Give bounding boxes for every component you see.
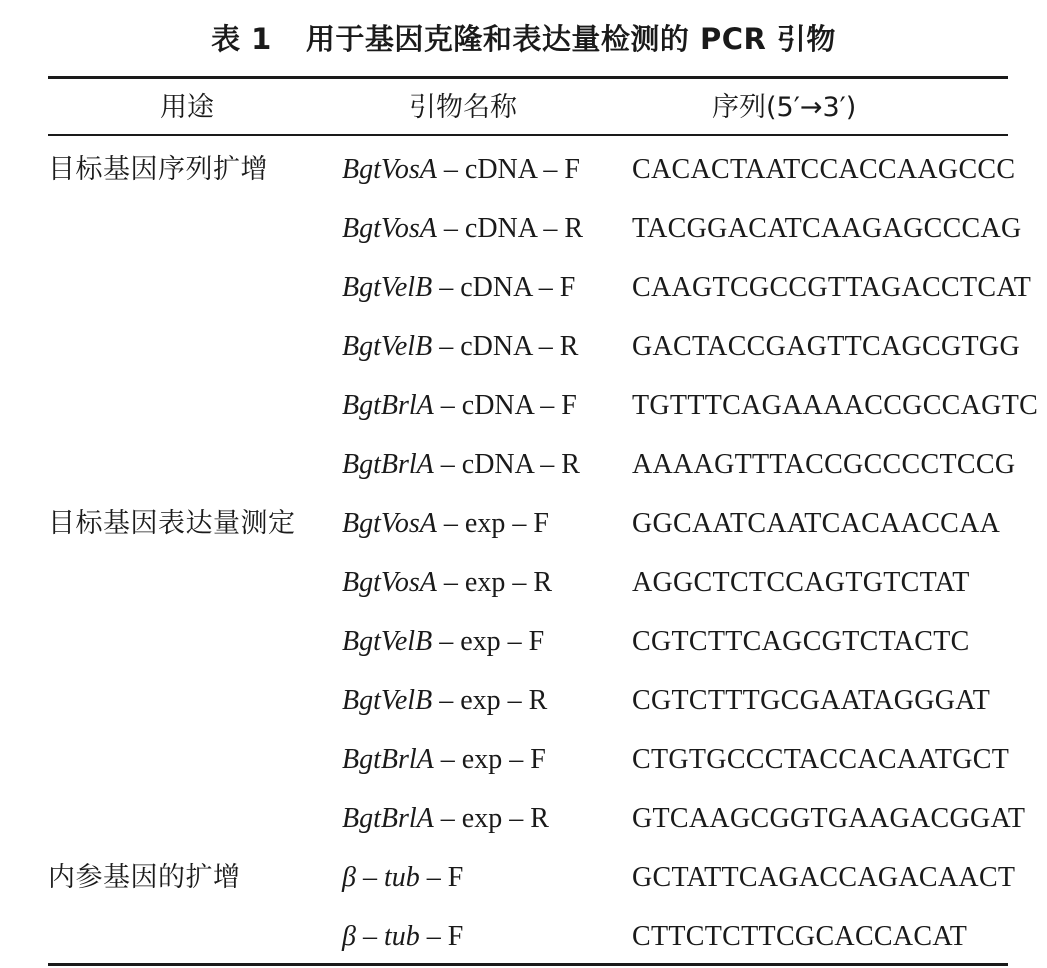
table-row xyxy=(0,730,1047,789)
primer-name-cell xyxy=(342,258,575,317)
table-label: 表 1 xyxy=(211,22,272,56)
table-row xyxy=(0,376,1047,435)
primer-name-cell xyxy=(342,612,544,671)
use-cell: 内参基因的扩增 xyxy=(48,862,241,893)
gene-name: BgtBrlA xyxy=(342,803,434,834)
table-row xyxy=(0,494,1047,553)
gene-name: BgtBrlA xyxy=(342,390,434,421)
header-use: 用途 xyxy=(160,92,214,123)
primer-name-cell xyxy=(342,789,549,848)
table-row xyxy=(0,199,1047,258)
gene-name: BgtVosA xyxy=(342,567,437,598)
primer-suffix: – exp – F xyxy=(432,626,545,657)
sequence-cell: TACGGACATCAAGAGCCCAG xyxy=(632,213,1022,244)
gene-name: BgtVosA xyxy=(342,154,437,185)
gene-name: BgtVelB xyxy=(342,272,433,303)
header-rule xyxy=(48,134,1008,136)
primer-name-cell xyxy=(342,376,577,435)
primer-suffix: – cDNA – R xyxy=(433,449,580,480)
gene-name: BgtVosA xyxy=(342,508,437,539)
header-sequence: 序列(5′→3′) xyxy=(712,92,857,123)
sequence-cell: GCTATTCAGACCAGACAACT xyxy=(632,862,1016,893)
primer-suffix: – cDNA – F xyxy=(432,272,576,303)
table-row xyxy=(0,553,1047,612)
use-cell: 目标基因序列扩增 xyxy=(48,154,268,185)
primer-name-cell xyxy=(342,553,552,612)
sequence-cell: CTGTGCCCTACCACAATGCT xyxy=(632,744,1010,775)
primer-suffix: – cDNA – F xyxy=(433,390,577,421)
primer-suffix: – cDNA – R xyxy=(432,331,579,362)
primer-suffix: – cDNA – F xyxy=(436,154,581,185)
table-row xyxy=(0,907,1047,966)
bottom-rule xyxy=(48,963,1008,966)
primer-name-cell xyxy=(342,671,547,730)
gene-name: β – tub xyxy=(342,862,420,893)
table-row xyxy=(0,671,1047,730)
gene-name: BgtVelB xyxy=(342,331,433,362)
table-row xyxy=(0,140,1047,199)
primer-suffix: – exp – F xyxy=(433,744,546,775)
primer-name-cell xyxy=(342,317,578,376)
gene-name: BgtBrlA xyxy=(342,449,434,480)
table-row xyxy=(0,789,1047,848)
sequence-cell: CTTCTCTTCGCACCACAT xyxy=(632,921,968,952)
gene-name: BgtVosA xyxy=(342,213,437,244)
header-primer-name: 引物名称 xyxy=(409,92,517,123)
primer-name-cell xyxy=(342,199,583,258)
table-row xyxy=(0,435,1047,494)
primer-suffix: – exp – F xyxy=(436,508,549,539)
primer-suffix: – F xyxy=(419,921,464,952)
sequence-cell: AAAAGTTTACCGCCCCTCCG xyxy=(632,449,1016,480)
table-row xyxy=(0,317,1047,376)
sequence-cell: GACTACCGAGTTCAGCGTGG xyxy=(632,331,1020,362)
gene-name: BgtVelB xyxy=(342,685,433,716)
top-rule xyxy=(48,76,1008,79)
primer-name-cell xyxy=(342,435,580,494)
primer-name-cell xyxy=(342,848,463,907)
table-body xyxy=(0,140,1047,966)
primer-name-cell xyxy=(342,730,546,789)
sequence-cell: CGTCTTTGCGAATAGGGAT xyxy=(632,685,991,716)
gene-name: β – tub xyxy=(342,921,420,952)
primer-name-cell xyxy=(342,494,549,553)
table-row xyxy=(0,258,1047,317)
sequence-cell: GTCAAGCGGTGAAGACGGAT xyxy=(632,803,1026,834)
table-caption xyxy=(0,14,1047,64)
primer-suffix: – exp – R xyxy=(436,567,552,598)
table-row xyxy=(0,612,1047,671)
sequence-cell: CACACTAATCCACCAAGCCC xyxy=(632,154,1016,185)
primer-suffix: – cDNA – R xyxy=(436,213,584,244)
sequence-cell: GGCAATCAATCACAACCAA xyxy=(632,508,1001,539)
table-row xyxy=(0,848,1047,907)
primer-suffix: – exp – R xyxy=(432,685,548,716)
sequence-cell: TGTTTCAGAAAACCGCCAGTC xyxy=(632,390,1039,421)
sequence-cell: AGGCTCTCCAGTGTCTAT xyxy=(632,567,970,598)
primer-suffix: – F xyxy=(419,862,464,893)
primer-suffix: – exp – R xyxy=(433,803,549,834)
gene-name: BgtVelB xyxy=(342,626,433,657)
use-cell: 目标基因表达量测定 xyxy=(48,508,296,539)
primer-name-cell xyxy=(342,907,463,966)
sequence-cell: CGTCTTCAGCGTCTACTC xyxy=(632,626,970,657)
gene-name: BgtBrlA xyxy=(342,744,434,775)
table-title: 用于基因克隆和表达量检测的 PCR 引物 xyxy=(305,22,836,56)
sequence-cell: CAAGTCGCCGTTAGACCTCAT xyxy=(632,272,1032,303)
primer-name-cell xyxy=(342,140,580,199)
